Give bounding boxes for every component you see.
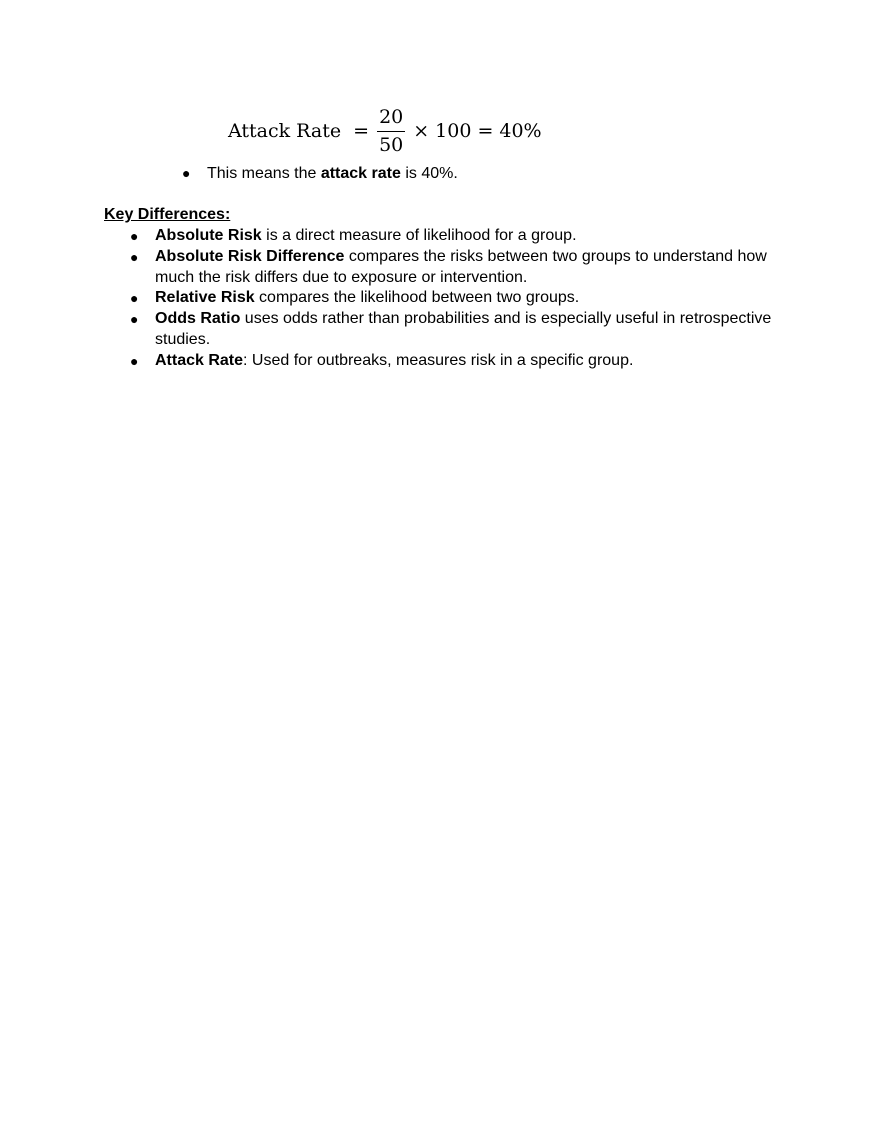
bullet-icon: ● [130, 311, 139, 328]
formula-lhs: Attack Rate [228, 120, 342, 142]
bullet-icon: ● [130, 248, 139, 265]
list-item [130, 288, 780, 309]
list-item-term: Absolute Risk Difference [155, 247, 345, 265]
formula-multiplier: 100 [435, 120, 472, 142]
list-item [130, 226, 780, 247]
bullet-icon: ● [182, 165, 191, 181]
list-item [130, 309, 780, 351]
list-item [130, 247, 780, 289]
formula-times: × [413, 120, 430, 142]
list-item-term: Relative Risk [155, 289, 255, 307]
list-item-text: is a direct measure of likelihood for a group. [261, 227, 577, 244]
formula-equals-1: = [353, 120, 370, 142]
bullet-icon: ● [130, 290, 139, 307]
key-differences-heading: Key Differences: [104, 206, 231, 223]
bullet-icon: ● [130, 352, 139, 369]
formula-denominator: 50 [379, 133, 404, 156]
note-text-after: is 40%. [400, 165, 458, 182]
attack-rate-note [182, 163, 458, 184]
list-item-term: Absolute Risk [155, 227, 262, 244]
list-item-text: compares the likelihood between two groups. [254, 289, 580, 307]
formula-equals-2: = [477, 120, 494, 142]
bullet-icon: ● [130, 228, 139, 244]
key-differences-list [130, 226, 780, 372]
list-item [130, 351, 780, 372]
formula-result: 40% [499, 120, 542, 142]
attack-rate-formula [228, 106, 542, 156]
list-item-text: compares the risks between two groups to understand how much the risk differs due to exposure or intervention. [155, 247, 767, 286]
list-item-text: : Used for outbreaks, measures risk in a specific group. [243, 351, 634, 369]
list-item-term: Attack Rate [155, 351, 244, 369]
formula-fraction [377, 105, 405, 156]
list-item-term: Odds Ratio [155, 310, 241, 328]
note-bold-term: attack rate [320, 165, 401, 182]
list-item-text: uses odds rather than probabilities and is especially useful in retrospective studies. [155, 310, 772, 348]
note-text-before: This means the [207, 165, 321, 182]
formula-numerator: 20 [377, 108, 405, 132]
